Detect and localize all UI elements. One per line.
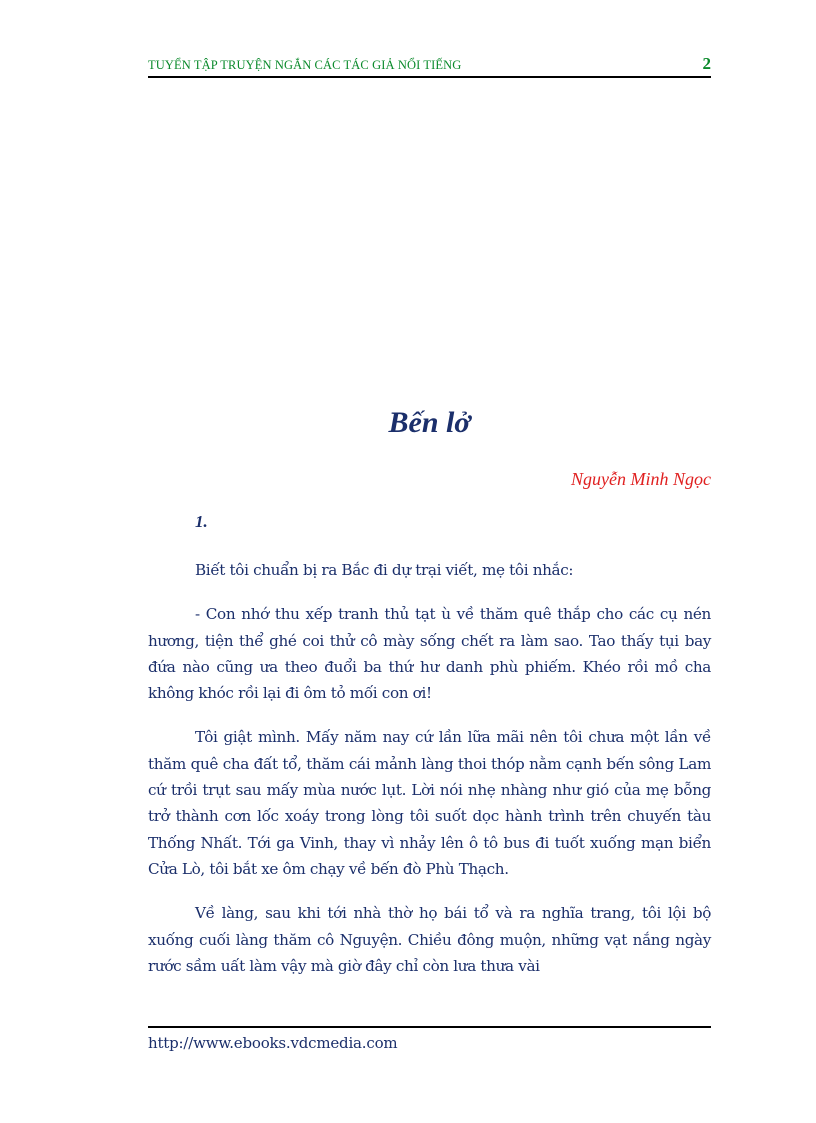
footer-divider [148,1026,711,1028]
paragraph: Tôi giật mình. Mấy năm nay cứ lần lữa mãi nên tôi chưa một lần về thăm quê cha đất tổ, thăm cái mảnh làng thoi thóp nằm cạnh bến sông Lam cứ trồi trụt sau mấy mùa nước lụt. Lời nói nhẹ nhàng như gió của mẹ bỗng trở thành cơn lốc xoáy trong lòng tôi suốt dọc hành trình trên chuyến tàu Thống Nhất. Tới ga Vinh, thay vì nhảy lên ô tô bus đi tuốt xuống mạn biển Cửa Lò, tôi bắt xe ôm chạy về bến đò Phù Thạch. [148,728,711,878]
story-title: Bến lở [388,406,471,439]
book-title: TUYỂN TẬP TRUYỆN NGẮN CÁC TÁC GIẢ NỔI TIẾNG [148,58,462,72]
page-number: 2 [702,54,711,73]
footer-website-link[interactable]: http://www.ebooks.vdcmedia.com [148,1034,398,1052]
story-body [148,557,711,997]
header-divider [148,76,711,78]
paragraph: Biết tôi chuẩn bị ra Bắc đi dự trại viết, mẹ tôi nhắc: [195,561,574,579]
author-name: Nguyễn Minh Ngọc [571,469,711,489]
paragraph: - Con nhớ thu xếp tranh thủ tạt ù về thăm quê thắp cho các cụ nén hương, tiện thể ghé coi thử cô mày sống chết ra làm sao. Tao thấy tụi bay đứa nào cũng ưa theo đuổi ba thứ hư danh phù phiếm. Khéo rồi mồ cha không khóc rồi lại đi ôm tỏ mối con ơi! [148,605,711,703]
section-number: 1. [195,512,208,531]
page-header [148,56,711,78]
paragraph: Về làng, sau khi tới nhà thờ họ bái tổ và ra nghĩa trang, tôi lội bộ xuống cuối làng thăm cô Nguyện. Chiều đông muộn, những vạt nắng ngày rước sầm uất làm vậy mà giờ đây chỉ còn lưa thưa vài [148,904,711,975]
